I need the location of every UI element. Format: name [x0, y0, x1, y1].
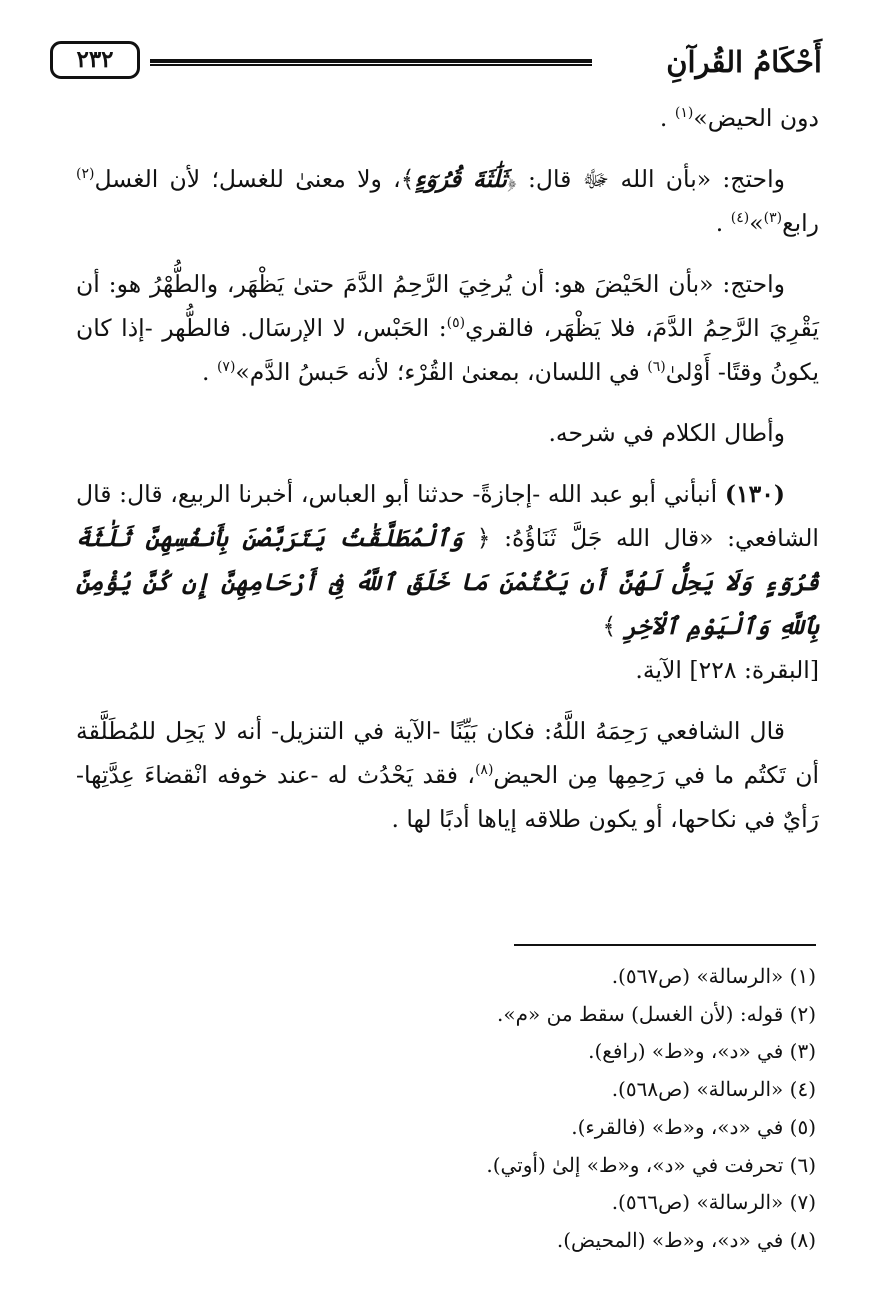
p3-text-c: في اللسان، بمعنىٰ القُرْء؛ لأنه حَبسُ الدَّم»	[235, 358, 640, 386]
quran-bracket-close-2: ﴾	[602, 612, 617, 640]
quran-bracket-close: ﴾	[400, 165, 415, 193]
footnote-7: (٧) «الرسالة» (ص٥٦٦).	[611, 1190, 816, 1215]
footnote-5: (٥) في «د»، و«ط» (فالقرء).	[571, 1114, 816, 1139]
page-header	[50, 40, 822, 86]
paragraph-4	[76, 411, 819, 455]
header-rule-thick	[150, 59, 592, 63]
footnote-ref-4: (٤)	[730, 210, 750, 227]
p4-text: وأطال الكلام في شرحه.	[548, 419, 785, 447]
footnote-8: (٨) في «د»، و«ط» (المحيض).	[556, 1227, 816, 1252]
quran-verse-long: وَٱلْمُطَلَّقَٰتُ يَتَرَبَّصْنَ بِأَنفُسِهِنَّ ثَلَٰثَةَ قُرُوٓءٍ وَلَا يَحِلُّ لَهُنَّ أَن يَكْتُمْنَ مَا خَلَقَ ٱللَّهُ فِىٓ أَرْحَامِهِنَّ إِن كُنَّ يُؤْمِنَّ بِٱللَّهِ وَٱلْيَوْمِ ٱلْآخِرِ	[76, 524, 819, 640]
p2-end: .	[715, 209, 724, 237]
p6-text-a: قال الشافعي	[656, 717, 785, 745]
footnote-ref-6: (٦)	[647, 359, 666, 376]
footnote-ref-2: (٢)	[76, 166, 95, 183]
footnote-6: (٦) تحرفت في «د»، و«ط» إلىٰ (أوتي).	[486, 1152, 816, 1177]
p2-text-d: رابع	[782, 209, 819, 237]
paragraph-1	[76, 96, 819, 140]
footnote-1: (١) «الرسالة» (ص٥٦٧).	[611, 964, 816, 988]
footnote-ref-7: (٧)	[216, 359, 236, 376]
p1-text: دون الحيض»	[693, 104, 819, 132]
p5-text-a: أنبأني أبو عبد الله -إجازةً- حدثنا أبو العباس، أخبرنا الربيع، قال: قال الشافعي: «قال الله جَلَّ ثَنَاؤُهُ:	[76, 480, 819, 552]
verse-citation-text: [البقرة: ٢٢٨] الآية.	[635, 656, 819, 684]
paragraph-3	[76, 262, 819, 394]
paragraph-6	[76, 709, 819, 841]
p2-text-b: قال:	[528, 165, 572, 193]
footnote-2: (٢) قوله: (لأن الغسل) سقط من «م».	[497, 1001, 816, 1026]
book-title: أَحْكَامُ القُرآنِ	[666, 45, 822, 79]
quran-bracket-open: ﴿	[507, 165, 517, 193]
header-rule	[150, 59, 592, 66]
footnotes-section	[200, 958, 816, 1260]
paragraph-5	[76, 472, 819, 648]
header-rule-thin	[150, 64, 592, 66]
honorific-glyph: ﷻ	[582, 165, 610, 193]
footnote-ref-1: (١)	[674, 105, 694, 122]
p6-text-c: ، فقد يَحْدُث له -عند خوفه انْقضاءَ عِدَّتِها- رَأيٌ في نكاحها، أو يكون طلاقه إياها أدبًا لها .	[76, 761, 819, 833]
p3-text-b: : الحَبْس، لا الإرسَال. فالطُّهر -إذا كان يكونُ وقتًا- أَوْلىٰ	[76, 314, 819, 386]
footnote-ref-5: (٥)	[446, 315, 466, 332]
footnote-4: (٤) «الرسالة» (ص٥٦٨).	[611, 1077, 816, 1102]
p6-text-b: : فكان بَيِّنًا -الآية في التنزيل- أنه لا يَحِل للمُطَلَّقة أن تَكتُم ما في رَحِمِها مِن الحيض	[76, 717, 819, 789]
p3-text-a: واحتج: «بأن الحَيْضَ هو: أن يُرخِيَ الرَّحِمُ الدَّمَ حتىٰ يَظْهَر، والطُّهْرُ هو: أن يَقْرِيَ الرَّحِمُ الدَّمَ، فلا يَظْهَر، فالقري	[76, 270, 819, 342]
verse-citation	[76, 648, 819, 692]
p3-end: .	[201, 358, 210, 386]
quran-verse-short: ثَلَٰثَةَ قُرُوٓءٍ	[414, 165, 508, 193]
footnote-ref-3: (٣)	[763, 210, 783, 227]
quran-bracket-open-2: ﴿	[476, 524, 491, 552]
main-text	[76, 96, 819, 858]
hadith-number: (١٣٠)	[724, 480, 785, 508]
honorific-rahimahullah: رَحِمَهُ اللَّهُ	[552, 717, 648, 745]
footnote-3: (٣) في «د»، و«ط» (رافع).	[588, 1039, 816, 1064]
footnote-separator	[514, 944, 816, 946]
footnote-ref-8: (٨)	[474, 762, 494, 779]
page-number: ٢٣٢	[50, 41, 140, 79]
p2-text-c: ، ولا معنىٰ للغسل؛ لأن الغسل	[94, 165, 401, 193]
p1-end: .	[659, 104, 668, 132]
p2-text-a: واحتج: «بأن الله	[620, 165, 785, 193]
p2-text-e: »	[749, 209, 764, 237]
paragraph-2	[76, 157, 819, 245]
